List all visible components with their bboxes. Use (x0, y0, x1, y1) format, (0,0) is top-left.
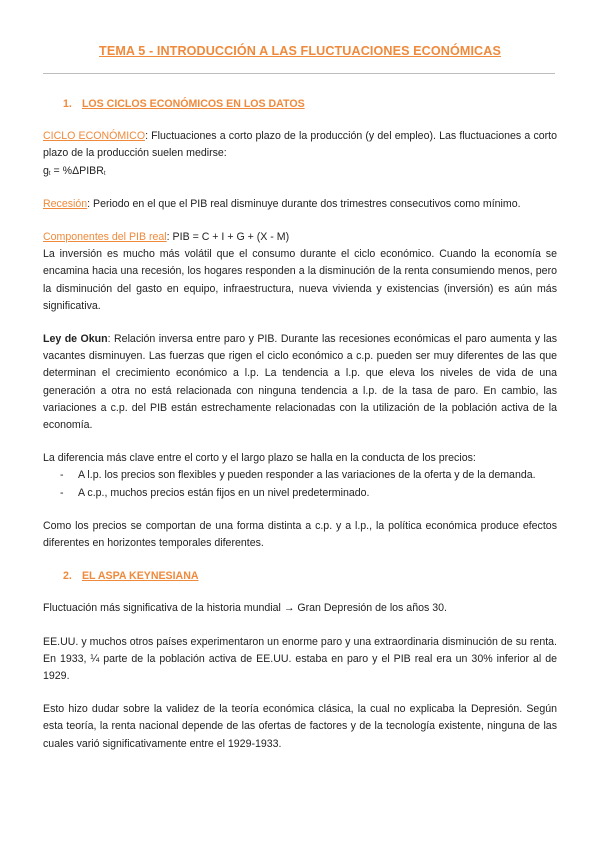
section-2-title: EL ASPA KEYNESIANA (81, 570, 199, 583)
componentes-paragraph (43, 229, 557, 315)
componentes-formula: : PIB = C + I + G + (X - M) (166, 231, 290, 244)
okun-paragraph (43, 331, 557, 434)
list-item (43, 485, 557, 502)
title-divider (43, 73, 555, 74)
recesion-term: Recesión (43, 197, 88, 210)
duda-paragraph: Esto hizo dudar sobre la validez de la teoría económica clásica, la cual no explicaba la Depresión. Según esta teoría, la renta nacional depende de las ofertas de factores y de la tecnología existente, ninguna de las cuales varió significativamente entre el 1929-1933. (43, 703, 557, 750)
document-body (43, 96, 557, 769)
list-item-text: A l.p. los precios son flexibles y pueden responder a las variaciones de la oferta y de la demanda. (78, 469, 536, 482)
okun-term: Ley de Okun (43, 333, 108, 346)
ciclo-economico-text: : Fluctuaciones a corto plazo de la producción (y del empleo). Las fluctuaciones a corto plazo de la producción suelen medirse: (43, 130, 558, 160)
section-1-number: 1. (63, 98, 72, 110)
growth-formula (43, 165, 106, 177)
recesion-text: : Periodo en el que el PIB real disminuye durante dos trimestres consecutivos como mínimo. (87, 197, 521, 210)
section-2-heading (63, 568, 557, 585)
document-title: TEMA 5 - INTRODUCCIÓN A LAS FLUCTUACIONES ECONÓMICAS (99, 44, 501, 58)
section-2-number: 2. (63, 570, 72, 583)
inversion-text: La inversión es mucho más volátil que el consumo durante el ciclo económico. Cuando la economía se encamina hacia una recesión, los hogares responden a la disminución de la renta consumiendo menos, pero la disminución del gasto en equipo, infraestructura, nueva vivienda y existencias (inversión) es aún más significativa. (43, 248, 557, 312)
ciclo-economico-term: CICLO ECONÓMICO (43, 130, 146, 143)
diferencia-paragraph: La diferencia más clave entre el corto y el largo plazo se halla en la conducta de los precios: (43, 452, 476, 465)
componentes-term: Componentes del PIB real (43, 231, 167, 244)
formula-g: g (43, 164, 49, 177)
dash-marker: - (60, 486, 64, 499)
recesion-paragraph (43, 196, 557, 213)
formula-subscript: t (48, 170, 51, 177)
eeuu-paragraph: EE.UU. y muchos otros países experimentaron un enorme paro y una extraordinaria disminución de su renta. En 1933, ¼ parte de la población activa de EE.UU. estaba en paro y el PIB real era un 30% inferior al de 1929. (43, 635, 557, 683)
ciclo-economico-paragraph (43, 128, 557, 180)
precios-list (43, 467, 557, 501)
okun-text: : Relación inversa entre paro y PIB. Durante las recesiones económicas el paro aumenta y las vacantes disminuyen. Las fuerzas que rigen el ciclo económico a c.p. pueden ser muy diferentes de las que determinan el crecimiento económico a l.p. La tendencia a l.p. que eleva los niveles de vida de una generación a otra no está relacionada con ninguna tendencia a l.p. de la tasa de paro. En cambio, las variaciones a c.p. del PIB están estrechamente relacionadas con la utilización de la población activa de la economía. (43, 333, 558, 432)
formula-subscript-2: t (103, 170, 106, 177)
dash-marker: - (60, 469, 64, 482)
section-1-title: LOS CICLOS ECONÓMICOS EN LOS DATOS (81, 98, 305, 110)
fluctuacion-paragraph: Fluctuación más significativa de la historia mundial → Gran Depresión de los años 30. (43, 602, 447, 615)
formula-body: = %ΔPIBR (50, 164, 104, 177)
list-item-text: A c.p., muchos precios están fijos en un nivel predeterminado. (78, 486, 370, 499)
list-item (43, 467, 557, 484)
section-1-heading (63, 96, 557, 113)
politica-paragraph: Como los precios se comportan de una forma distinta a c.p. y a l.p., la política económica produce efectos diferentes en horizontes temporales diferentes. (43, 519, 557, 550)
